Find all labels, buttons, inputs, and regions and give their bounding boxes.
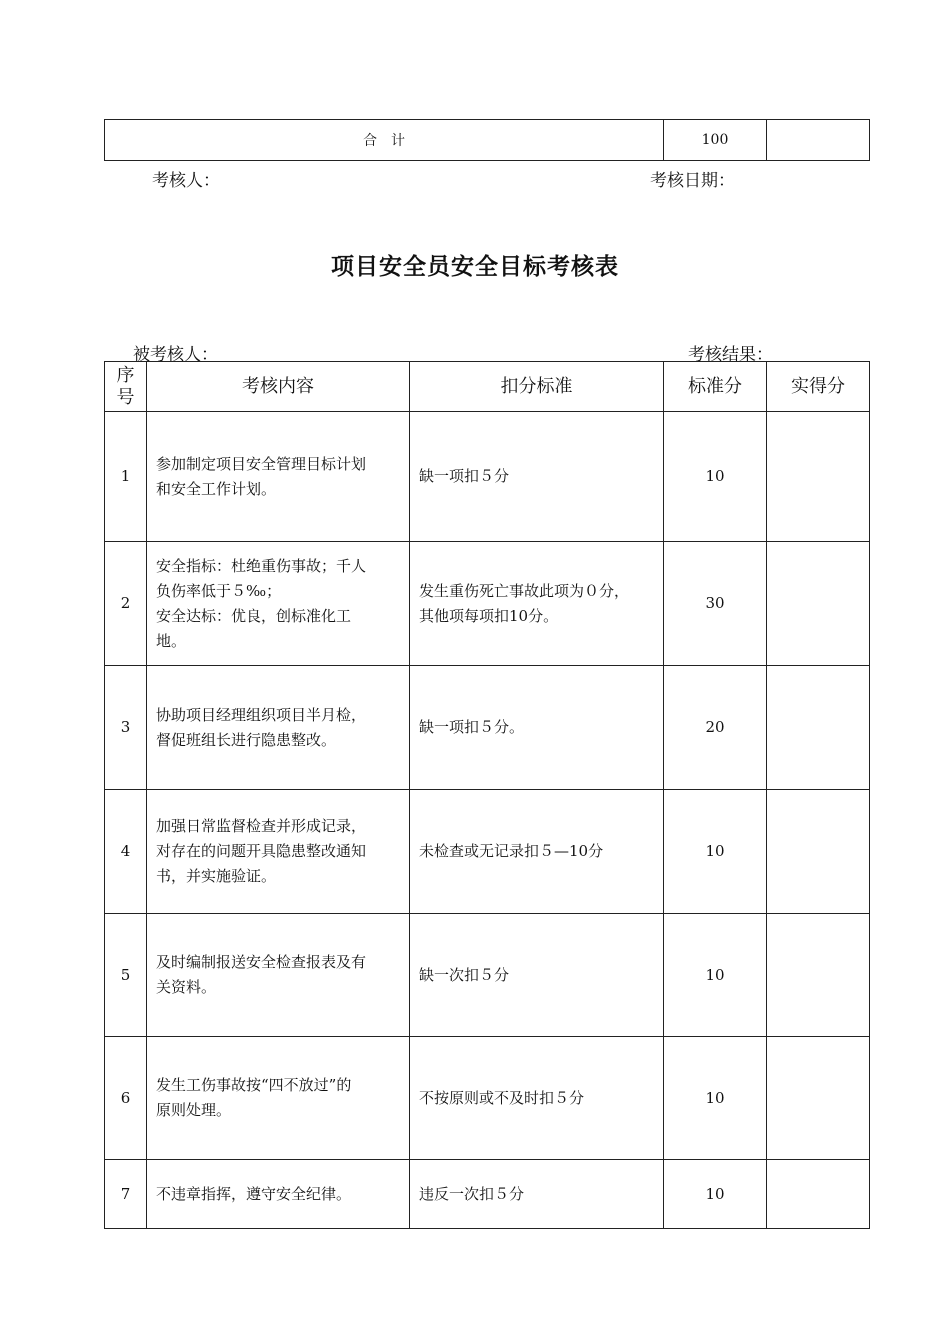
row-content-line: 和安全工作计划。 xyxy=(156,479,277,498)
row-content-line: 协助项目经理组织项目半月检， xyxy=(156,705,367,724)
table-body xyxy=(105,412,870,1229)
row-rule-line: 缺一项扣５分 xyxy=(419,467,510,485)
header-got: 实得分 xyxy=(767,362,870,412)
row-content-line: 负伤率低于５‰； xyxy=(156,581,282,600)
row-standard-score: 10 xyxy=(664,412,767,542)
row-content-line: 地。 xyxy=(156,631,187,650)
row-standard-score: 10 xyxy=(664,790,767,914)
header-rule: 扣分标准 xyxy=(410,362,664,412)
row-content-line: 对存在的问题开具隐患整改通知 xyxy=(156,842,367,860)
table-row xyxy=(105,542,870,666)
row-rule xyxy=(410,790,664,914)
row-content-line: 加强日常监督检查并形成记录， xyxy=(156,817,367,835)
assessment-table xyxy=(104,361,870,1229)
row-rule xyxy=(410,1037,664,1160)
total-score: 100 xyxy=(664,120,767,161)
total-table xyxy=(104,119,870,161)
row-actual-score[interactable] xyxy=(767,914,870,1037)
row-rule xyxy=(410,1160,664,1229)
table-row xyxy=(105,666,870,790)
row-rule xyxy=(410,666,664,790)
row-seq: 4 xyxy=(105,790,147,914)
row-seq: 6 xyxy=(105,1037,147,1160)
table-row xyxy=(105,790,870,914)
row-content-line: 不违章指挥，遵守安全纪律。 xyxy=(156,1184,352,1203)
row-actual-score[interactable] xyxy=(767,1160,870,1229)
row-standard-score: 10 xyxy=(664,1160,767,1229)
assess-date-label: 考核日期： xyxy=(650,171,735,191)
row-actual-score[interactable] xyxy=(767,790,870,914)
row-rule-line: 发生重伤死亡事故此项为０分， xyxy=(419,581,630,600)
total-got-cell[interactable] xyxy=(767,120,870,161)
row-content-line: 书，并实施验证。 xyxy=(156,867,277,885)
row-seq: 3 xyxy=(105,666,147,790)
row-content xyxy=(147,1037,410,1160)
row-content-line: 安全达标：优良，创标准化工 xyxy=(156,606,352,625)
row-content-line: 关资料。 xyxy=(156,978,217,996)
row-rule-line: 未检查或无记录扣５—10分 xyxy=(419,842,604,860)
row-standard-score: 10 xyxy=(664,914,767,1037)
row-rule xyxy=(410,914,664,1037)
header-seq-line1: 序 xyxy=(116,364,135,386)
row-content-line: 原则处理。 xyxy=(156,1101,232,1119)
row-rule xyxy=(410,542,664,666)
row-seq: 1 xyxy=(105,412,147,542)
header-row xyxy=(105,362,870,412)
row-standard-score: 20 xyxy=(664,666,767,790)
row-rule-line: 缺一次扣５分 xyxy=(419,965,510,984)
row-seq: 2 xyxy=(105,542,147,666)
table-row xyxy=(105,914,870,1037)
table-row xyxy=(105,1160,870,1229)
document-title: 项目安全员安全目标考核表 xyxy=(331,254,619,280)
row-standard-score: 30 xyxy=(664,542,767,666)
header-score: 标准分 xyxy=(664,362,767,412)
header-seq xyxy=(105,362,147,412)
assessee-label: 被考核人： xyxy=(133,345,218,365)
row-content-line: 参加制定项目安全管理目标计划 xyxy=(156,454,367,473)
row-content-line: 安全指标：杜绝重伤事故；千人 xyxy=(156,556,367,575)
header-content: 考核内容 xyxy=(147,362,410,412)
header-seq-line2: 号 xyxy=(116,386,135,408)
assessor-label: 考核人： xyxy=(152,171,220,191)
row-actual-score[interactable] xyxy=(767,542,870,666)
row-rule-line: 不按原则或不及时扣５分 xyxy=(419,1088,585,1107)
row-content xyxy=(147,914,410,1037)
row-content xyxy=(147,1160,410,1229)
row-standard-score: 10 xyxy=(664,1037,767,1160)
row-content-line: 督促班组长进行隐患整改。 xyxy=(156,730,337,749)
row-content xyxy=(147,542,410,666)
row-actual-score[interactable] xyxy=(767,412,870,542)
row-content-line: 及时编制报送安全检查报表及有 xyxy=(156,953,367,971)
row-seq: 5 xyxy=(105,914,147,1037)
row-seq: 7 xyxy=(105,1160,147,1229)
row-actual-score[interactable] xyxy=(767,1037,870,1160)
table-row xyxy=(105,412,870,542)
row-rule-line: 缺一项扣５分。 xyxy=(419,718,525,736)
row-rule-line: 违反一次扣５分 xyxy=(419,1184,525,1203)
total-row xyxy=(105,120,870,161)
row-rule-line: 其他项每项扣10分。 xyxy=(419,606,559,625)
row-content xyxy=(147,790,410,914)
row-rule xyxy=(410,412,664,542)
row-content-line: 发生工伤事故按“四不放过”的 xyxy=(156,1076,352,1094)
row-content xyxy=(147,666,410,790)
result-label: 考核结果： xyxy=(688,345,773,365)
table-row xyxy=(105,1037,870,1160)
total-label: 合 计 xyxy=(105,120,664,161)
row-content xyxy=(147,412,410,542)
row-actual-score[interactable] xyxy=(767,666,870,790)
